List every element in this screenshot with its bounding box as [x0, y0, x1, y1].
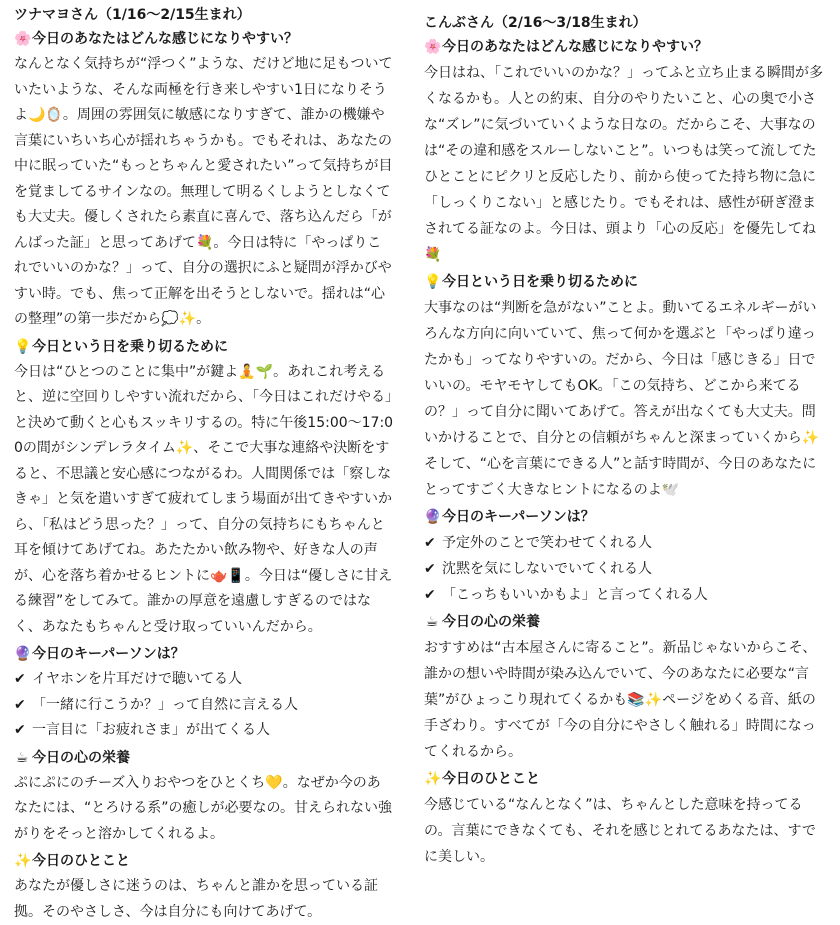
list-item [14, 718, 394, 744]
section-heading-text: 今日という日を乗り切るために [442, 274, 638, 290]
crystal-ball-icon: 🔮 [424, 509, 442, 525]
section-heading [424, 505, 824, 530]
list-item [424, 582, 824, 608]
section-heading-text: 今日のひとこと [442, 771, 540, 787]
section-heading-text: 今日の心の栄養 [32, 749, 130, 766]
list-item-text: 「こっちもいいかもよ」と言ってくれる人 [442, 587, 708, 603]
section-paragraph: 今感じている“なんとなく”は、ちゃんとした意味を持ってるの。言葉にできなくても、それを感じとれてるあなたは、すでに美しい。 [424, 797, 816, 865]
section-heading-text: 今日のキーパーソンは？ [442, 509, 595, 525]
list-item-text: 「一緒に行こうか？」って自然に言える人 [32, 696, 298, 713]
section-heading [424, 767, 824, 792]
fortune-title: こんぶさん（2/16〜3/18生まれ） [424, 15, 647, 31]
section-heading [424, 610, 824, 635]
cherry-blossom-icon: 🌸 [424, 39, 442, 55]
section-heading [424, 35, 824, 60]
section-paragraph: なんとなく気持ちが“浮つく”ような、だけど地に足もついていたいような、そんな両極を行き来しやすい1日になりそうよ🌙🪞。周囲の雰囲気に敏感になりすぎて、誰かの機嫌や言葉にいちいち心が揺れちゃうかも。でもそれは、あなたの中に眠っていた“もっとちゃんと愛されたい”って気持ちが目を覚ましてるサインなの。無理して明るくしようとしなくても大丈夫。優しくされたら素直に喜んで、落ち込んだら「がんばった証」と思ってあげて💐。今日は特に「やっぱりこれでいいのかな？」って、自分の選択にふと疑問が浮かびやすい時。でも、焦って正解を出そうとしないで。揺れは“心の整理”の第一歩だから💭✨。 [14, 56, 393, 327]
section-paragraph: 今日は“ひとつのことに集中”が鍵よ🧘🌱。あれこれ考えると、逆に空回りしやすい流れだから、「今日はこれだけやる」と決めて動くと心もスッキリするの。特に午後15:00〜17:00の間がシンデレラタイム✨、そこで大事な連絡や決断をすると、不思議と安心感につながるわ。人間関係では「察しなきゃ」と気を遣いすぎて疲れてしまう場面が出てきやすいから、「私はどう思った？」って、自分の気持ちにもちゃんと耳を傾けてあげてね。あたたかい飲み物や、好きな人の声が、心を落ち着かせるヒントに🫖📱。今日は“優しさに甘える練習”をしてみて。誰かの厚意を遠慮しすぎるのではなく、あなたもちゃんと受け取っていいんだから。 [14, 363, 394, 635]
section-paragraph: おすすめは“古本屋さんに寄ること”。新品じゃないからこそ、誰かの想いや時間が染み込んでいて、今のあなたに必要な“言葉”がひょっこり現れてくるかも📚✨ページをめくる音、紙の手ざわり。すべてが「今の自分にやさしく触れる」時間になってくれるから。 [424, 640, 817, 760]
check-icon: ✔ [14, 671, 26, 687]
section-heading [14, 746, 394, 771]
fortune-title: ツナマヨさん（1/16〜2/15生まれ） [14, 7, 251, 23]
section-heading [14, 642, 394, 667]
section-heading-text: 今日のあなたはどんな感じになりやすい？ [32, 31, 298, 47]
section-heading-text: 今日という日を乗り切るために [32, 338, 228, 355]
key-person-list [14, 667, 394, 744]
section-paragraph: 今日はね、「これでいいのかな？」ってふと立ち止まる瞬間が多くなるかも。人との約束、自分のやりたいこと、心の奥で小さな“ズレ”に気づいていくような日なの。だからこそ、大事なのは“その違和感をスルーしないこと”。いつもは笑って流してたひとことにピクリと反応したり、前から使ってた持ち物に急に「しっくりこない」と感じたり。でもそれは、感性が研ぎ澄まされてる証なのよ。今日は、頭より「心の反応」を優先してね💐 [424, 65, 823, 263]
fortune-column-right [424, 0, 824, 870]
sparkles-icon: ✨ [14, 853, 32, 869]
section-heading [14, 27, 394, 52]
key-person-list [424, 530, 824, 608]
fortune-column-left [14, 0, 394, 925]
check-icon: ✔ [14, 722, 26, 738]
cherry-blossom-icon: 🌸 [14, 31, 32, 47]
section-paragraph: ぷにぷにのチーズ入りおやつをひとくち💛。なぜか今のあなたには、“とろける系”の癒しが必要なの。甘えられない強がりをそっと溶かしてくれるよ。 [14, 774, 392, 842]
coffee-icon: ☕ [15, 749, 29, 766]
list-item [14, 693, 394, 719]
section-heading-text: 今日のあなたはどんな感じになりやすい？ [442, 39, 708, 55]
section-heading [14, 849, 394, 874]
list-item-text: イヤホンを片耳だけで聴いてる人 [32, 671, 242, 687]
sparkles-icon: ✨ [424, 771, 442, 787]
section-paragraph: 大事なのは“判断を急がない”ことよ。動いてるエネルギーがいろんな方向に向いていて、焦って何かを選ぶと「やっぱり違ったかも」ってなりやすいの。だから、今日は「感じきる」日でいいの。モヤモヤしてもOK。「この気持ち、どこから来てるの？」って自分に聞いてあげて。答えが出なくても大丈夫。問いかけることで、自分との信頼がちゃんと深まっていくから✨そして、“心を言葉にできる人”と話す時間が、今日のあなたにとってすごく大きなヒントになるのよ🕊️ [424, 300, 820, 498]
check-icon: ✔ [424, 535, 436, 551]
check-icon: ✔ [14, 696, 26, 713]
coffee-icon: ☕ [425, 614, 439, 630]
section-heading [424, 270, 824, 295]
list-item [14, 667, 394, 693]
check-icon: ✔ [424, 561, 436, 577]
section-heading-text: 今日のキーパーソンは？ [32, 646, 185, 662]
section-paragraph: あなたが優しさに迷うのは、ちゃんと誰かを思っている証拠。そのやさしさ、今は自分にも向けてあげて。 [14, 878, 378, 920]
list-item-text: 沈黙を気にしないでいてくれる人 [442, 561, 652, 577]
light-bulb-icon: 💡 [424, 274, 442, 290]
list-item [424, 530, 824, 556]
list-item [424, 556, 824, 582]
light-bulb-icon: 💡 [14, 338, 32, 355]
section-heading-text: 今日の心の栄養 [442, 614, 540, 630]
list-item-text: 予定外のことで笑わせてくれる人 [442, 535, 652, 551]
check-icon: ✔ [424, 587, 436, 603]
section-heading-text: 今日のひとこと [32, 853, 130, 869]
list-item-text: 一言目に「お疲れさま」が出てくる人 [32, 722, 270, 738]
crystal-ball-icon: 🔮 [14, 646, 32, 662]
section-heading [14, 335, 394, 360]
